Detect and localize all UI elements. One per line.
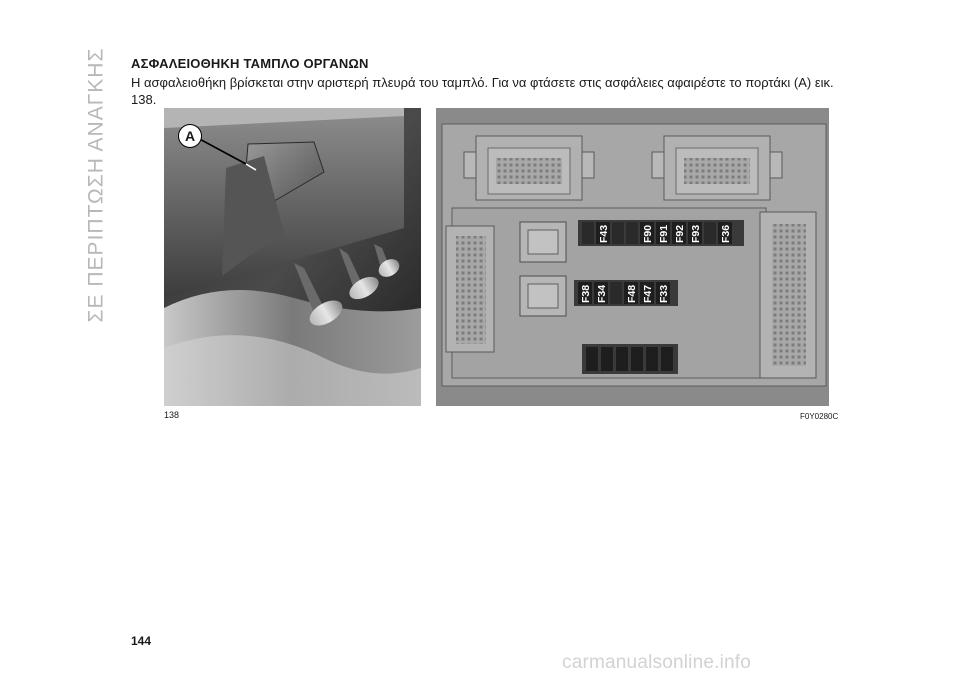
right-connector <box>760 212 816 378</box>
relay-lower <box>520 276 566 316</box>
fuse-label-f47: F47 <box>642 284 654 303</box>
fuse-label-f34: F34 <box>596 284 608 303</box>
section-side-tab <box>78 40 114 330</box>
callout-a-badge <box>178 124 202 148</box>
fuse-box-graphic <box>436 108 829 406</box>
fuse-label-f91: F91 <box>658 224 670 243</box>
figure-number: 138 <box>164 410 180 420</box>
watermark-text: carmanualsonline.info <box>562 652 752 673</box>
fuse-label-f38: F38 <box>580 284 592 303</box>
top-connector-right <box>652 136 782 200</box>
fuse-label-f93: F93 <box>690 224 702 243</box>
fuse-slot <box>626 222 638 244</box>
dashboard-photo-graphic <box>164 108 421 406</box>
dashboard-photo <box>164 108 421 406</box>
body-paragraph: Η ασφαλειοθήκη βρίσκεται στην αριστερή πλευρά του ταμπλό. Για να φτάσετε στις ασφάλειες αφαιρέστε το πορτάκι (A) εικ. 138. <box>131 75 834 107</box>
fuse-box-diagram <box>436 108 829 406</box>
fuse-slot <box>582 222 594 244</box>
fuse-row-bottom <box>582 344 678 374</box>
fuse-slot <box>612 222 624 244</box>
relay-upper <box>520 222 566 262</box>
fuse-row-middle <box>574 280 678 306</box>
fuse-slot <box>704 222 716 244</box>
figure-code: F0Y0280C <box>800 412 839 421</box>
page-number: 144 <box>131 634 152 648</box>
section-heading: ΑΣΦΑΛΕΙΟΘΗΚΗ ΤΑΜΠΛΟ ΟΡΓΑΝΩΝ <box>131 56 369 71</box>
fuse-slot <box>610 282 622 304</box>
top-connector-left <box>464 136 594 200</box>
fuse-label-f90: F90 <box>642 224 654 243</box>
callout-a-label: A <box>184 128 196 144</box>
fuse-row-top <box>578 220 744 246</box>
fuse-label-f33: F33 <box>658 284 670 303</box>
section-side-tab-label: ΣΕ ΠΕΡΙΠΤΩΣΗ ΑΝΑΓΚΗΣ <box>84 47 107 323</box>
fuse-label-f48: F48 <box>626 284 638 303</box>
fuse-label-f36: F36 <box>720 224 732 243</box>
left-connector <box>446 226 494 352</box>
fuse-label-f92: F92 <box>674 224 686 243</box>
fuse-label-f43: F43 <box>598 224 610 243</box>
